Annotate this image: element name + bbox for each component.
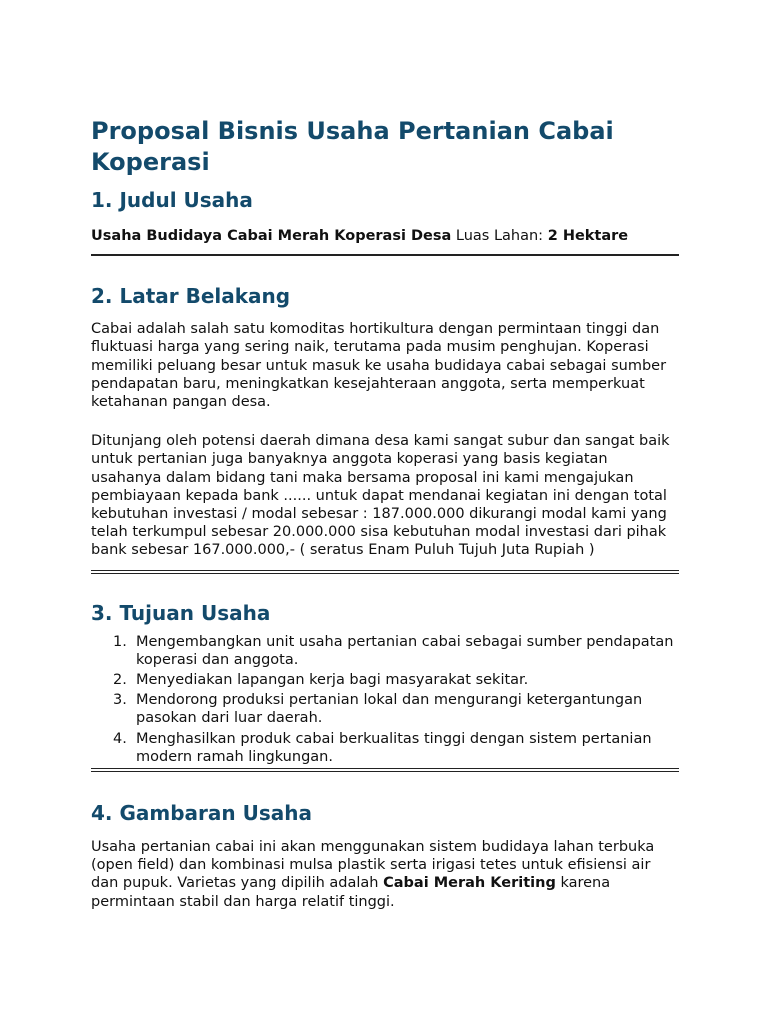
list-item (91, 691, 679, 727)
section-divider (91, 570, 679, 574)
section-divider (91, 768, 679, 772)
business-title-line (91, 227, 679, 245)
list-item (91, 633, 679, 669)
land-area-label: Luas Lahan: (455, 228, 544, 244)
chili-variety: Cabai Merah Keriting (383, 875, 556, 892)
list-item-number: 1. (113, 633, 127, 650)
background-paragraph-1: Cabai adalah salah satu komoditas hortikultura dengan permintaan tinggi dan fluktuasi harga yang sering naik, terutama pada musim penghujan. Koperasi memiliki peluang besar untuk masuk ke usaha budidaya cabai sebagai sumber pendapatan baru, meningkatkan kesejahteraan anggota, serta memperkuat ketahanan pangan desa. (91, 321, 667, 411)
list-item (91, 671, 679, 689)
list-item-number: 3. (113, 692, 127, 709)
overview-text-before: Usaha pertanian cabai ini akan menggunakan sistem budidaya lahan terbuka (open field) dan kombinasi mulsa plastik serta irigasi tetes untuk efisiensi air dan pupuk. Varietas yang dipilih adalah (91, 839, 655, 892)
section-heading-latar-belakang: 2. Latar Belakang (91, 284, 291, 309)
list-item (91, 730, 679, 766)
list-item-text: Menghasilkan produk cabai berkualitas tinggi dengan sistem pertanian modern ramah lingkungan. (136, 730, 652, 765)
list-item-number: 4. (113, 730, 127, 747)
section-divider (91, 254, 679, 256)
overview-text-after: karena permintaan stabil dan harga relatif tinggi. (91, 875, 611, 910)
section-heading-gambaran-usaha: 4. Gambaran Usaha (91, 801, 312, 826)
list-item-number: 2. (113, 672, 127, 689)
list-item-text: Mengembangkan unit usaha pertanian cabai sebagai sumber pendapatan koperasi dan anggota. (136, 633, 674, 668)
overview-paragraph (91, 838, 679, 911)
document-title: Proposal Bisnis Usaha Pertanian Cabai Koperasi (91, 117, 614, 176)
background-paragraph-2: Ditunjang oleh potensi daerah dimana desa kami sangat subur dan sangat baik untuk pertanian juga banyaknya anggota koperasi yang basis kegiatan usahanya dalam bidang tani maka bersama proposal ini kami mengajukan pembiayaan kepada bank ...... untuk dapat mendanai kegiatan ini dengan total kebutuhan investasi / modal sebesar : 187.000.000 dikurangi modal kami yang telah terkumpul sebesar 20.000.000 sisa kebutuhan modal investasi dari pihak bank sebesar 167.000.000,- ( seratus Enam Puluh Tujuh Juta Rupiah ) (91, 433, 670, 559)
section-heading-tujuan-usaha: 3. Tujuan Usaha (91, 600, 271, 625)
section-heading-judul-usaha: 1. Judul Usaha (91, 188, 253, 212)
land-area-value: 2 Hektare (547, 228, 629, 244)
business-name: Usaha Budidaya Cabai Merah Koperasi Desa (91, 228, 452, 244)
list-item-text: Mendorong produksi pertanian lokal dan mengurangi ketergantungan pasokan dari luar daerah. (136, 692, 643, 727)
list-item-text: Menyediakan lapangan kerja bagi masyarakat sekitar. (136, 672, 529, 689)
objectives-list (91, 633, 679, 766)
document-page (91, 116, 679, 911)
